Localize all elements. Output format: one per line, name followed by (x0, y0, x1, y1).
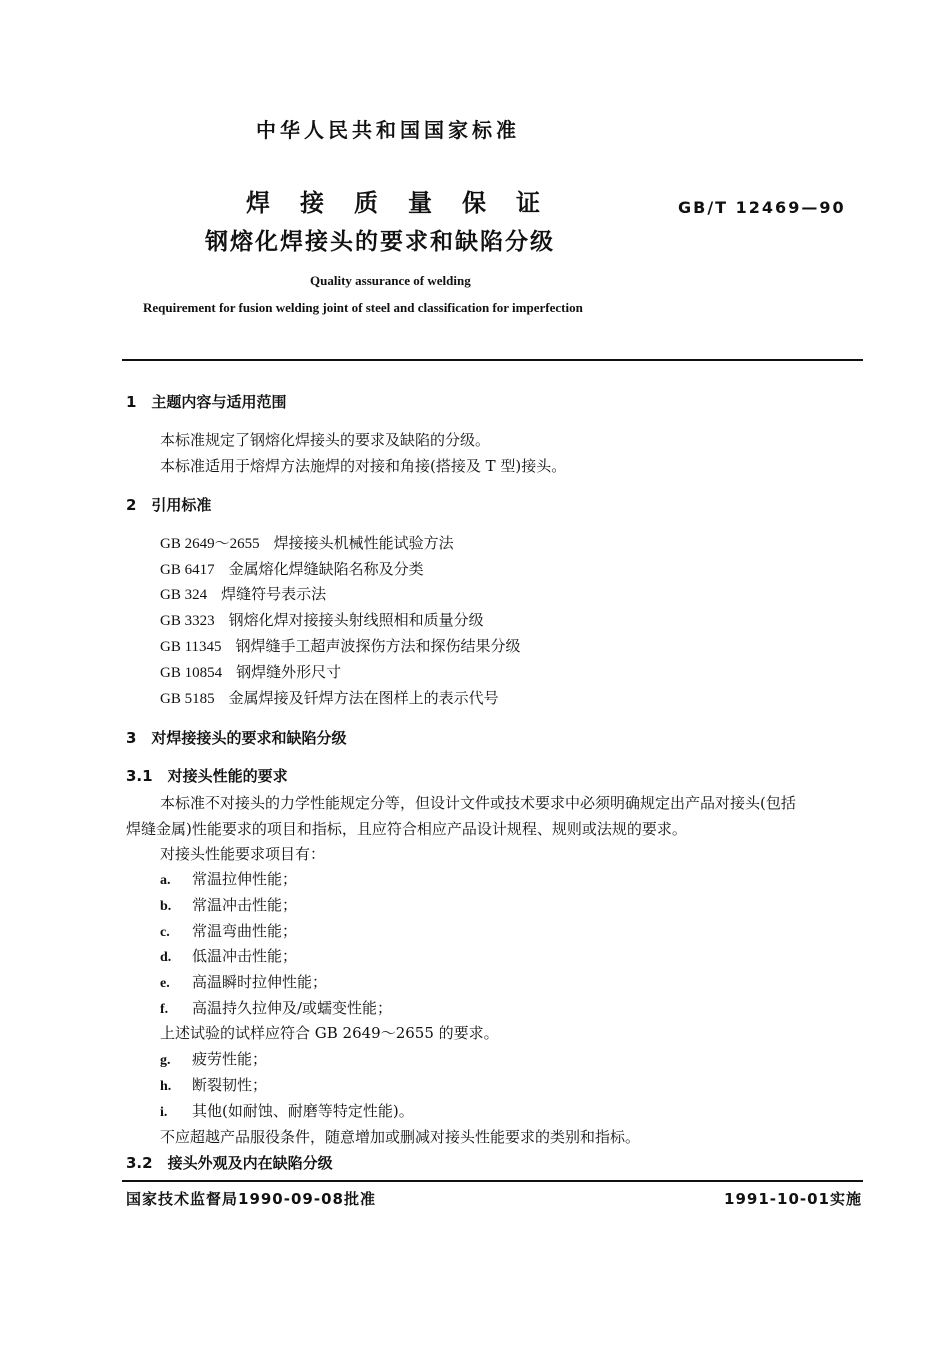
approval-date: 国家技术监督局1990-09-08批准 (126, 1190, 376, 1208)
list-text: 常温拉伸性能； (192, 870, 298, 888)
document-title-line1: 焊接质量保证 (246, 189, 570, 217)
list-marker: a. (160, 873, 171, 888)
document-title-line2: 钢熔化焊接头的要求和缺陷分级 (205, 229, 555, 255)
list-item (160, 920, 297, 941)
reference-title: 焊缝符号表示法 (221, 585, 327, 603)
list-item (160, 1074, 267, 1095)
list-item (160, 945, 297, 966)
reference-item (160, 558, 424, 579)
list-text: 其他(如耐蚀、耐磨等特定性能)。 (192, 1102, 414, 1120)
subsection-3-2-heading: 3.2 接头外观及内在缺陷分级 (126, 1154, 333, 1172)
list-marker: e. (160, 976, 170, 991)
english-title-line2: Requirement for fusion welding joint of steel and classification for imperfection (143, 300, 583, 315)
list-text: 常温弯曲性能； (192, 922, 298, 940)
reference-code: GB 324 (160, 587, 208, 603)
standard-code: GB/T 12469—90 (678, 198, 846, 217)
list-item (160, 894, 297, 915)
list-marker: c. (160, 925, 170, 940)
subsection-3-1-para-line1: 本标准不对接头的力学性能规定分等，但设计文件或技术要求中必须明确规定出产品对接头(包括 (160, 794, 796, 812)
list-marker: f. (160, 1002, 169, 1017)
reference-code: GB 6417 (160, 562, 215, 578)
list-item (160, 1048, 267, 1069)
reference-code: GB 10854 (160, 665, 223, 681)
list-marker: h. (160, 1079, 172, 1094)
list-marker: b. (160, 899, 172, 914)
reference-title: 焊接接头机械性能试验方法 (273, 534, 454, 552)
reference-item (160, 583, 326, 604)
list-text: 高温持久拉伸及/或蠕变性能； (192, 999, 393, 1017)
list-marker: i. (160, 1105, 168, 1120)
reference-item (160, 661, 341, 682)
requirement-list-intro: 对接头性能要求项目有： (160, 845, 326, 863)
list-text: 低温冲击性能； (192, 947, 298, 965)
section-1-para-1: 本标准规定了钢熔化焊接头的要求及缺陷的分级。 (160, 431, 491, 449)
reference-title: 金属焊接及钎焊方法在图样上的表示代号 (228, 689, 499, 707)
reference-title: 金属熔化焊缝缺陷名称及分类 (228, 560, 424, 578)
reference-code: GB 3323 (160, 613, 215, 629)
list-item (160, 971, 327, 992)
section-1-heading: 1 主题内容与适用范围 (126, 393, 287, 411)
list-text: 高温瞬时拉伸性能； (192, 973, 328, 991)
reference-code: GB 5185 (160, 691, 215, 707)
section-1-para-2: 本标准适用于熔焊方法施焊的对接和角接(搭接及 T 型)接头。 (160, 457, 567, 475)
list-item (160, 868, 297, 889)
effective-date: 1991-10-01实施 (724, 1190, 862, 1208)
reference-title: 钢熔化焊对接接头射线照相和质量分级 (228, 611, 484, 629)
list-item (160, 997, 392, 1018)
reference-title: 钢焊缝手工超声波探伤方法和探伤结果分级 (235, 637, 521, 655)
list-item (160, 1100, 414, 1121)
national-standard-header: 中华人民共和国国家标准 (256, 118, 520, 142)
reference-item (160, 532, 454, 553)
subsection-3-1-heading: 3.1 对接头性能的要求 (126, 767, 288, 785)
list-text: 疲劳性能； (192, 1050, 268, 1068)
header-rule (122, 359, 863, 361)
list-text: 常温冲击性能； (192, 896, 298, 914)
list-marker: g. (160, 1053, 171, 1068)
reference-code: GB 11345 (160, 639, 222, 655)
section-2-heading: 2 引用标准 (126, 496, 212, 514)
subsection-3-1-para-line2: 焊缝金属)性能要求的项目和指标，且应符合相应产品设计规程、规则或法规的要求。 (126, 820, 687, 838)
reference-code: GB 2649～2655 (160, 536, 260, 552)
footer-rule (122, 1180, 863, 1182)
list-text: 断裂韧性； (192, 1076, 268, 1094)
closing-statement: 不应超越产品服役条件，随意增加或删减对接头性能要求的类别和指标。 (160, 1128, 641, 1146)
sample-requirement-note: 上述试验的试样应符合 GB 2649～2655 的要求。 (160, 1024, 499, 1042)
reference-item (160, 609, 484, 630)
english-title-line1: Quality assurance of welding (310, 273, 471, 288)
reference-title: 钢焊缝外形尺寸 (236, 663, 342, 681)
list-marker: d. (160, 950, 172, 965)
reference-item (160, 635, 521, 656)
reference-item (160, 687, 499, 708)
section-3-heading: 3 对焊接接头的要求和缺陷分级 (126, 729, 347, 747)
